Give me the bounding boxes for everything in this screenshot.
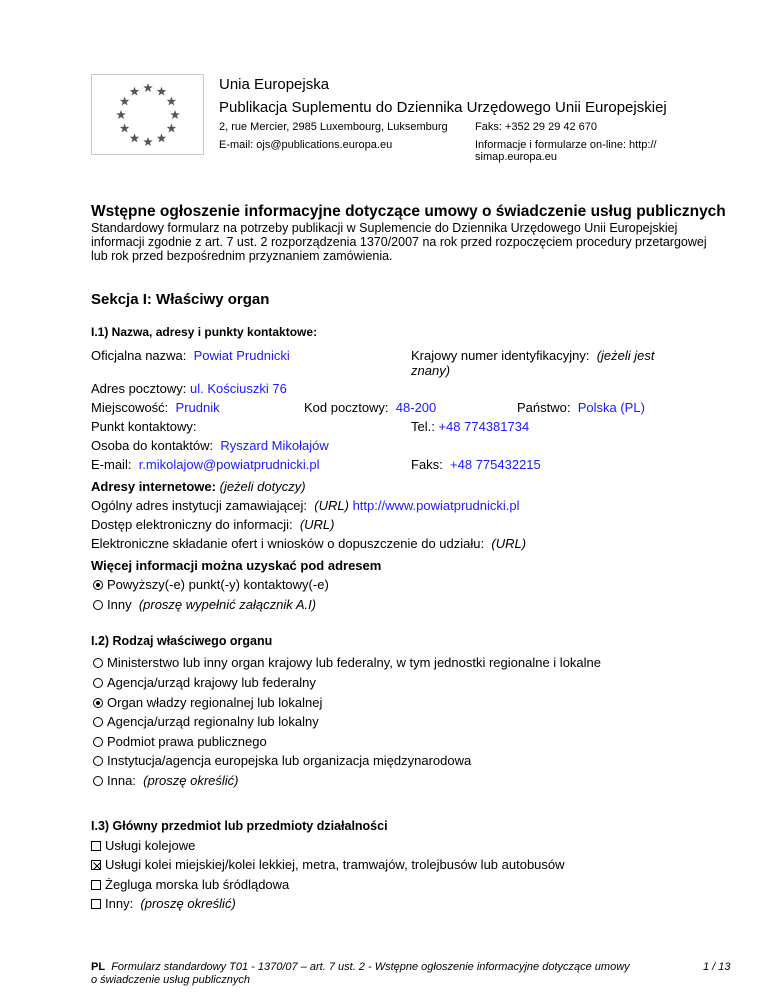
activity-option-label: Usługi kolei miejskiej/kolei lekkiej, metra, tramwajów, trolejbusów lub autobusów xyxy=(105,857,565,872)
postcode-row xyxy=(304,400,436,415)
postal-row xyxy=(91,381,287,396)
authority-option[interactable] xyxy=(93,695,322,710)
radio-checked-icon[interactable] xyxy=(93,698,103,708)
more-info-option-2[interactable] xyxy=(93,597,316,612)
intro-line1: Standardowy formularz na potrzeby publikacji w Suplemencie do Dziennika Urzędowego Unii Europejskiej xyxy=(91,221,678,235)
checkbox-icon[interactable] xyxy=(91,899,101,909)
postal-value: ul. Kościuszki 76 xyxy=(190,381,287,396)
email-label: E-mail: xyxy=(91,457,132,472)
attention-value: Ryszard Mikołajów xyxy=(220,438,329,453)
official-name-label: Oficjalna nazwa: xyxy=(91,348,187,363)
section-heading: Sekcja I: Właściwy organ xyxy=(91,291,270,308)
activity-option[interactable] xyxy=(91,838,195,853)
checkbox-checked-icon[interactable] xyxy=(91,860,101,870)
general-url-row xyxy=(91,498,520,513)
i3-heading: I.3) Główny przedmiot lub przedmioty działalności xyxy=(91,819,388,833)
intro-line3: lub rok przed bezpośrednim przyznaniem zamówienia. xyxy=(91,249,393,263)
internet-row xyxy=(91,479,306,494)
header-email: E-mail: ojs@publications.europa.eu xyxy=(219,139,393,151)
general-url-note: (URL) xyxy=(314,498,349,513)
more-info-option-1-label: Powyższy(-e) punkt(-y) kontaktowy(-e) xyxy=(107,577,329,592)
document-title: Wstępne ogłoszenie informacyjne dotyczące umowy o świadczenie usług publicznych xyxy=(91,203,726,220)
authority-option[interactable] xyxy=(93,714,319,729)
email-row xyxy=(91,457,320,472)
authority-option[interactable] xyxy=(93,773,239,788)
header-info-line1: Informacje i formularze on-line: http:// xyxy=(475,139,657,151)
radio-icon[interactable] xyxy=(93,658,103,668)
radio-icon[interactable] xyxy=(93,717,103,727)
elec-submit-row xyxy=(91,536,526,551)
page-number: 1 / 13 xyxy=(703,961,731,973)
header-publication: Publikacja Suplementu do Dziennika Urzędowego Unii Europejskiej xyxy=(219,99,667,116)
authority-option-label: Agencja/urząd regionalny lub lokalny xyxy=(107,714,319,729)
official-name-value: Powiat Prudnicki xyxy=(193,348,290,363)
authority-option-label: Inna: xyxy=(107,773,136,788)
fax-value: +48 775432215 xyxy=(450,457,541,472)
header-info-line2: simap.europa.eu xyxy=(475,151,557,163)
authority-option[interactable] xyxy=(93,655,601,670)
radio-icon[interactable] xyxy=(93,756,103,766)
authority-option[interactable] xyxy=(93,734,267,749)
more-info-heading: Więcej informacji można uzyskać pod adresem xyxy=(91,558,382,573)
radio-icon[interactable] xyxy=(93,737,103,747)
more-info-option-1[interactable] xyxy=(93,577,329,592)
header-fax: Faks: +352 29 29 42 670 xyxy=(475,121,598,133)
attention-row xyxy=(91,438,329,453)
radio-icon[interactable] xyxy=(93,600,103,610)
tel-value: +48 774381734 xyxy=(438,419,530,434)
authority-option[interactable] xyxy=(93,675,316,690)
internet-note: (jeżeli dotyczy) xyxy=(219,479,306,494)
postcode-label: Kod pocztowy: xyxy=(304,400,389,415)
intro-line2: informacji zgodnie z art. 7 ust. 2 rozporządzenia 1370/2007 na rok przed rozpoczęciem procedury przetargowej xyxy=(91,235,707,249)
eu-flag-logo xyxy=(91,74,204,155)
national-id-note-2: znany) xyxy=(411,363,451,378)
postal-label: Adres pocztowy: xyxy=(91,381,187,396)
header-org: Unia Europejska xyxy=(219,76,330,93)
checkbox-icon[interactable] xyxy=(91,880,101,890)
header-address: 2, rue Mercier, 2985 Luxembourg, Luksemburg xyxy=(219,121,448,133)
activity-option-note: (proszę określić) xyxy=(140,896,236,911)
fax-row xyxy=(411,457,541,472)
activity-option[interactable] xyxy=(91,877,289,892)
radio-checked-icon[interactable] xyxy=(93,580,103,590)
general-url-link[interactable]: http://www.powiatprudnicki.pl xyxy=(352,498,520,513)
attention-label: Osoba do kontaktów: xyxy=(91,438,214,453)
email-value[interactable]: r.mikolajow@powiatprudnicki.pl xyxy=(138,457,320,472)
activity-option-label: Usługi kolejowe xyxy=(105,838,196,853)
fax-label: Faks: xyxy=(411,457,443,472)
country-row xyxy=(517,400,645,415)
country-value: Polska (PL) xyxy=(577,400,645,415)
elec-submit-label: Elektroniczne składanie ofert i wniosków o dopuszczenie do udziału: xyxy=(91,536,485,551)
town-label: Miejscowość: xyxy=(91,400,169,415)
internet-label: Adresy internetowe: xyxy=(91,479,216,494)
national-id-note: (jeżeli jest xyxy=(596,348,655,363)
footer-text2: o świadczenie usług publicznych xyxy=(91,974,250,986)
town-row xyxy=(91,400,220,415)
tel-label: Tel.: xyxy=(411,419,435,434)
contact-point-label: Punkt kontaktowy: xyxy=(91,419,197,434)
authority-option-label: Instytucja/agencja europejska lub organizacja międzynarodowa xyxy=(107,753,472,768)
elec-access-label: Dostęp elektroniczny do informacji: xyxy=(91,517,293,532)
postcode-value: 48-200 xyxy=(395,400,437,415)
footer-lang: PL xyxy=(91,961,106,973)
i2-heading: I.2) Rodzaj właściwego organu xyxy=(91,634,273,648)
country-label: Państwo: xyxy=(517,400,571,415)
i1-heading: I.1) Nazwa, adresy i punkty kontaktowe: xyxy=(91,325,318,339)
authority-option-label: Organ władzy regionalnej lub lokalnej xyxy=(107,695,323,710)
radio-icon[interactable] xyxy=(93,776,103,786)
activity-option[interactable] xyxy=(91,857,565,872)
national-id-row xyxy=(411,348,655,363)
town-value: Prudnik xyxy=(175,400,220,415)
elec-submit-note: (URL) xyxy=(491,536,527,551)
authority-option-label: Ministerstwo lub inny organ krajowy lub federalny, w tym jednostki regionalne i lokalne xyxy=(107,655,601,670)
tel-row xyxy=(411,419,529,434)
authority-option[interactable] xyxy=(93,753,471,768)
more-info-option-2-note: (proszę wypełnić załącznik A.I) xyxy=(138,597,317,612)
official-name-row xyxy=(91,348,290,363)
authority-option-label: Agencja/urząd krajowy lub federalny xyxy=(107,675,316,690)
footer-text1: Formularz standardowy T01 - 1370/07 – art. 7 ust. 2 - Wstępne ogłoszenie informacyjne dotyczące umowy xyxy=(111,961,630,973)
elec-access-note: (URL) xyxy=(299,517,335,532)
national-id-label: Krajowy numer identyfikacyjny: xyxy=(411,348,590,363)
authority-option-note: (proszę określić) xyxy=(143,773,239,788)
general-url-label: Ogólny adres instytucji zamawiającej: xyxy=(91,498,308,513)
checkbox-icon[interactable] xyxy=(91,841,101,851)
activity-option[interactable] xyxy=(91,896,236,911)
footer-line1 xyxy=(91,961,630,973)
radio-icon[interactable] xyxy=(93,678,103,688)
authority-option-label: Podmiot prawa publicznego xyxy=(107,734,267,749)
activity-option-label: Żegluga morska lub śródlądowa xyxy=(105,877,290,892)
activity-option-label: Inny: xyxy=(105,896,134,911)
elec-access-row xyxy=(91,517,335,532)
more-info-option-2-label: Inny xyxy=(107,597,132,612)
